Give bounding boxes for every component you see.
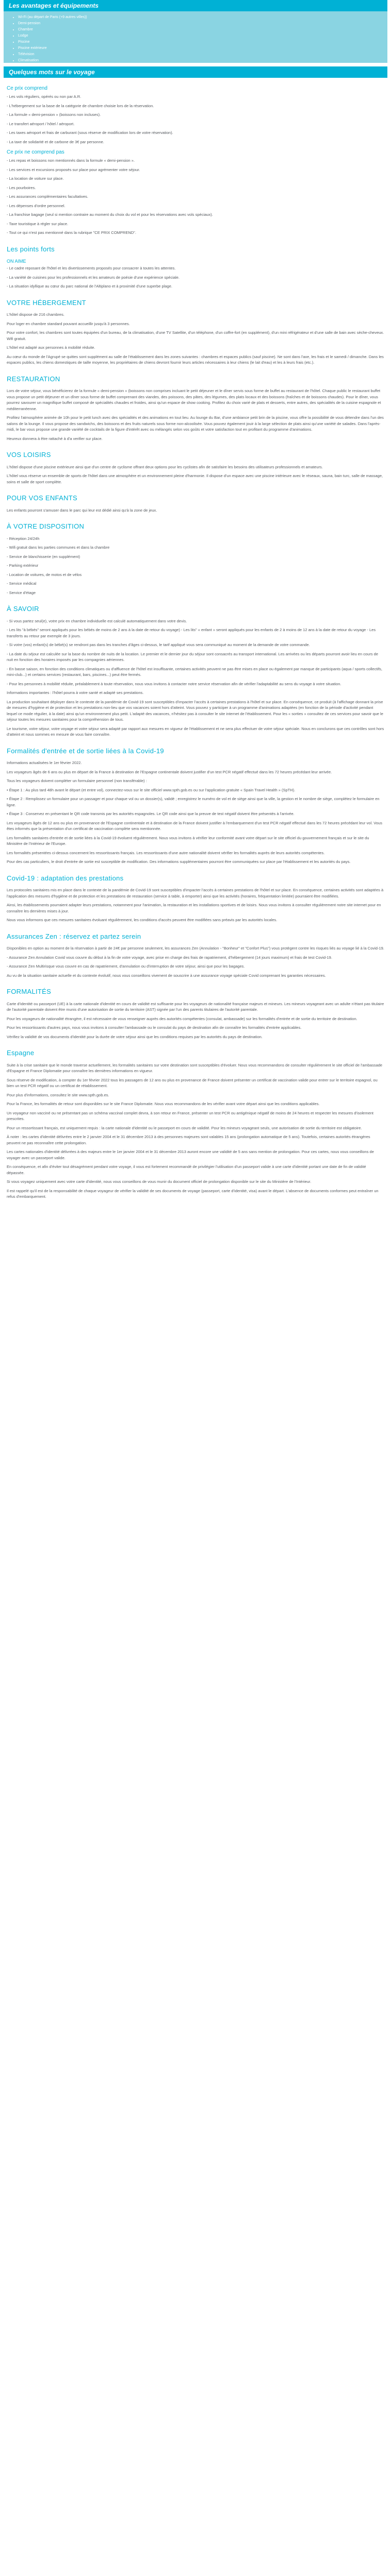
formalites-covid-paragraph: • Étape 1 : Au plus tard 48h avant le départ (et entre vol), connectez-vous sur le site officiel www.spth.gob.es ou sur l'application gratuite « Spain Travel Health » (SpTH). [7,787,296,792]
formalites-covid-title: Formalités d'entrée et de sortie liées à la Covid-19 [7,747,164,755]
prix-compris-item: - Les vols réguliers, opérés ou non par A.R. [7,94,82,99]
formalites-paragraph: Vérifiez la validité de vos documents d'identité pour la durée de votre séjour ainsi que les conditions requises par les autorités du pays de destination. [7,1034,263,1039]
disposition-item: - Location de voitures, de motos et de vélos [7,572,82,577]
espagne-paragraph: Il est rappelé qu'il est de la responsabilité de chaque voyageur de vérifier la validité de ses documents de voyage (passeport, carte d'identité, visa) avant le départ. L'absence de documents conformes peut entraîner un refus d'embarquement. [7,1188,379,1199]
prix-ne-item: - Tout ce qui n'est pas mentionné dans la rubrique "CE PRIX COMPREND". [7,230,136,235]
hotel-paragraph: Pour votre confort, les chambres sont toutes équipées d'un bureau, de la climatisation, d'une TV Satellite, d'un téléphone, d'un coffre-fort (en supplément), d'un mini réfrigérateur et d'une salle de bain avec sèche-cheveux. Wifi gratuit. [7,330,384,341]
formalites-covid-paragraph: Pour des cas particuliers, le droit d'entrée de sortie est susceptible de modification. Des informations supplémentaires pourront être communiquées sur place par l'établissement et les autorités du pays. [7,859,351,864]
advantage-item: • Climatisation [18,58,387,64]
advantages-header: Les avantages et équipements [4,0,387,11]
loisirs-paragraph: L'hôtel dispose d'une piscine extérieure ainsi que d'un centre de cyclisme offrant deux options pour les cyclistes afin de satisfaire les besoins des utilisateurs professionnels et amateurs. [7,464,323,469]
formalites-covid-paragraph: • Étape 3 : Conservez en présentant le QR code transmis par les autorités espagnoles. Le QR code ainsi que la preuve de test négatif doivent être présentés à l'arrivée. [7,811,295,816]
a-savoir-paragraph: Le tourisme, votre séjour, votre voyage et votre séjour sera adapté par rapport aux mesures en vigueur de l'établissement et ne sera plus effectuer de votre séjour spéciale. Nous en conclurons que ces contrôles sont hors d'atteint et nous sommes en mesure de vous faire connaître. [7,726,384,737]
enfants-paragraph: Les enfants pourront s'amuser dans le parc qui leur est dédié ainsi qu'à la zone de jeux. [7,507,157,513]
prix-ne-title: Ce prix ne comprend pas [7,149,64,155]
prix-compris-list [7,94,384,145]
on-aime-title: ON AIME [7,259,26,264]
restauration-paragraph: Heureux donnera à être rattaché à d'a verifier sur place. [7,436,103,441]
espagne-paragraph: Les cartes nationales d'identité délivrées à des majeurs entre le 1er janvier 2004 et le 31 décembre 2013 auront encore une validité de 5 ans sans mention de prolongation. Pour ces cartes, nous vous conseillons de voyager avec un passeport valide. [7,1149,374,1160]
hotel-paragraph: Au cœur du monde de l'Agrupé se quittes sont supplément au salle de l'établissement dans les zones suivantes : chambres et espaces publics (sauf piscine). Ne sont dans l'axe, les frais et le samedi / dimanche. Dans les espaces publics, les chiens domestiques de taille moyenne, les propriétaires de chiens devront fournir leurs articles nécessaires à leur chiens (le lait d'eau) et les à leurs frais (etc.). [7,354,384,365]
formalites-paragraph: Pour les ressortissants d'autres pays, nous vous invitons à consulter l'ambassade ou le consulat du pays de destination afin de connaître les formalités d'entrée applicables. [7,1025,302,1030]
covid-adaptation-paragraph: Les protocoles sanitaires mis en place dans le contexte de la pandémie de Covid-19 sont susceptibles d'impacter l'accès à certaines prestations de l'hôtel et sur place. En conséquence, certaines activités sont adaptées à l'application des mesures d'hygiène et de protection et les prestations de restauration (service à table, à emporter) ainsi que les activités (horaires, fréquentation limitée) pourraient être modifiées. [7,888,384,899]
page [0,0,391,1200]
disposition-item: - Réception 24/24h [7,536,40,541]
espagne-paragraph: Pour un ressortissant français, est uniquement requis : la carte nationale d'identité ou le passeport en cours de validité. Pour les mineurs voyageant seuls, une autorisation de sortie du territoire est obligatoire. [7,1125,362,1130]
prix-ne-item: - Taxe touristique à régler sur place. [7,221,69,226]
assurances-paragraph: - Assurance Zen Multirisque vous couvre en cas de rapatriement, d'annulation ou d'interruption de votre séjour, ainsi que pour les bagages. [7,964,245,969]
espagne-paragraph: Si vous voyagez uniquement avec votre carte d'identité, nous vous conseillons de vous munir du document officiel de prolongation disponible sur le site du Ministère de l'Intérieur. [7,1179,312,1184]
formalites-covid-date: Informations actualisées le 1er février 2022. [7,760,82,765]
prix-compris-item: - La formule « demi-pension » (boissons non incluses). [7,112,101,117]
prix-ne-item: - Les repas et boissons non mentionnés dans la formule « demi-pension ». [7,158,135,163]
formalites-description [7,1001,384,1040]
restauration-description [7,388,384,442]
prix-ne-list [7,158,384,236]
formalites-covid-description [7,769,384,865]
on-aime-item: - La situation idyllique au cœur du parc national de l'Altiplano et à proximité d'une superbe plage. [7,284,172,289]
advantage-item: • Télévision [18,52,387,58]
advantage-item: • Demi-pension [18,21,387,27]
formalites-covid-paragraph: Les voyageurs âgés de 6 ans ou plus en départ de la France à destination de l'Espagne continentale doivent justifier d'un test PCR négatif effectué dans les 72 heures précédant leur arrivée. [7,769,332,774]
disposition-item: - Parking extérieur [7,563,39,568]
hotel-title: VOTRE HÉBERGEMENT [7,298,86,307]
advantage-item: • Lodge [18,33,387,39]
assurances-paragraph: Au vu de la situation sanitaire actuelle et du contexte évolutif, nous vous conseillons vivement de souscrire à une assurance voyage spéciale Covid comprenant les garanties nécessaires. [7,973,326,978]
prix-ne-item: - La franchise bagage (seul si mention contraire au moment du choix du vol et pour les réservations avec vols spéciaux). [7,212,213,217]
espagne-paragraph: Pour plus d'informations, consultez le site www.spth.gob.es. [7,1092,109,1097]
formalites-covid-paragraph: Les formalités présentées ci-dessus concernent les ressortissants français. Les ressortissants d'une autre nationalité doivent vérifier les formalités auprès de leurs autorités compétentes. [7,850,325,855]
hotel-description [7,321,384,366]
on-aime-list [7,265,384,290]
espagne-paragraph: Un voyageur non vacciné ou ne présentant pas un schéma vaccinal complet devra, à son retour en France, présenter un test PCR ou antigénique négatif de moins de 24 heures et respecter les mesures d'isolement prescrites. [7,1110,374,1121]
restauration-title: RESTAURATION [7,375,60,383]
a-savoir-description [7,618,384,738]
loisirs-paragraph: L'hôtel vous réserve un ensemble de sports de l'hôtel dans une atmosphère et un environnement pleine d'harmonie. Il dispose d'un espace avec une piscine intérieure avec le réseaux, sauna, bain turc, salle de massage, soins et salle de sport complète. [7,473,383,484]
espagne-paragraph: À noter : les cartes d'identité délivrées entre le 2 janvier 2004 et le 31 décembre 2013 à des personnes majeures sont valables 15 ans (prolongation automatique de 5 ans). Toutefois, certaines autorités étrangères peuvent ne pas reconnaître cette prolongation. [7,1134,370,1145]
a-savoir-paragraph: - La date du séjour est calculée sur la base du nombre de nuits de la location. Le premier et le dernier jour du séjour sont consacrés au transport international. Les arrivées ou les départs pourront avoir lieu en cours de nuit en fonction des horaires imposés par les compagnies aériennes. [7,651,378,662]
formalites-covid-paragraph: Tous les voyageurs doivent compléter un formulaire personnel (non transférable) : [7,778,147,783]
a-savoir-title: À SAVOIR [7,605,39,613]
covid-adaptation-description [7,887,384,923]
advantage-item: • Wi-Fi (au départ de Paris (+9 autres villes)) [18,14,387,21]
trip-details [4,78,387,1200]
a-savoir-paragraph: - Si votre (vos) enfant(s) de bébé(s) se rendront pas dans les tranches d'âges ci-dessus, le tarif appliqué vous sera communiqué au moment de la demande de votre commande. [7,642,310,647]
restauration-paragraph: Lors de votre séjour, vous bénéficierez de la formule « demi-pension » (boissons non comprises incluant le petit déjeuner et le dîner servis sous forme de buffet au restaurant de l'hôtel. Chaque public le restaurant buffet vous propose un petit déjeuner et un dîner sous forme de buffet comprenant des viandes, des poissons, des pâtes, des légumes, des plats locaux et des boissons (fraîches et de boissons chaudes). Pour le dîner, vous pourrez savourer un magnifique buffet composé de spécialités chaudes et froides, ainsi qu'un espace de show cooking. Profitez du choix varié de plats et desserts, entre autres, des spécialités de la cuisine espagnole et méditerranéenne. [7,388,381,411]
assurances-paragraph: Disponibles en option au moment de la réservation à partir de 24€ par personne seulement, les assurances Zen (Annulation - "Bonheur" et "Confort Plus") vous protègent contre les risques liés au voyage lié à la Covid-19. [7,946,384,951]
enfants-title: POUR VOS ENFANTS [7,494,77,502]
covid-adaptation-paragraph: Ainsi, les établissements pourraient adapter leurs prestations, notamment pour l'animation, la restauration et les installations sportives et de loisirs. Nous vous invitons à consulter régulièrement notre site internet pour en connaître les dernières mises à jour. [7,903,381,913]
a-savoir-paragraph: - En basse saison, en fonction des conditions climatiques ou d'affluence de l'hôtel est insuffisante, certaines activités peuvent ne pas être mises en place ou également par manque de participants (aqua / sports collectifs, mini-club...) et certains services (restaurant, bars, piscines...) peut être fermés. [7,666,383,677]
advantage-item: • Piscine [18,39,387,45]
formalites-covid-paragraph: Les formalités sanitaires d'entrée et de sortie liées à la Covid-19 évoluent régulièrement. Nous vous invitons à vérifier leur conformité avant votre départ sur le site officiel du gouvernement français et sur le site du Ministère de l'Intérieur de l'Europe. [7,835,369,846]
disposition-item: - Service médical [7,581,37,586]
restauration-paragraph: Profitez l'atmosphère animée de 10h pour le petit lunch avec des spécialités et des animations en tout lieu. Au lounge du Bar, d'une ambiance petit brin de la piscine, vous offre la possibilité de vous détendre dans l'un des salons de la lounge. Il vous propose des sandwichs, des boissons et des fruits naturels sous forme non-alcoolisée. Vous pouvez également jouir à la large sélection de plats ainsi qu'une variété de salades. Dans l'après-midi, le bar vous propose une grande variété de cocktails de la figure d'intérêt avec ou mélangés selon vos goûts et votre satisfaction tout en profitant du programme d'animations. [7,415,384,432]
disposition-item: - Service d'étage [7,590,36,595]
prix-compris-title: Ce prix comprend [7,86,47,91]
formalites-paragraph: Pour les voyageurs de nationalité étrangère, il est nécessaire de vous renseigner auprès des autorités compétentes (consulat, ambassade) sur les formalités d'entrée et de sortie du territoire de destination. [7,1016,357,1021]
assurances-title: Assurances Zen : réservez et partez serein [7,932,141,940]
loisirs-description [7,464,384,485]
advantage-item: • Piscine extérieure [18,45,387,52]
points-forts-title: Les points forts [7,245,55,253]
prix-ne-item: - La location de voiture sur place. [7,176,64,181]
prix-compris-item: - Le transfert aéroport / hôtel / aéroport. [7,121,75,126]
loisirs-title: VOS LOISIRS [7,451,51,459]
enfants-description [7,507,384,514]
espagne-title: Espagne [7,1049,35,1057]
espagne-description [7,1062,384,1200]
a-savoir-paragraph: La production souhaitant déployer dans le contexte de la pandémie de Covid-19 sont susceptibles d'impacter l'accès à certaines prestations à l'hôtel et sur place. En conséquence, ce produit (à l'affichage donnant la prise de mesures d'hygiène et de protection et les prestations non-lieu que vos vacances soient hors d'atteint. Vous pouvez y participer à un programme d'animations adaptées (en fonction de la période d'activité pendant lequel ce mode régulier, à la date) ainsi qu'un environnement plus petit. L'adapté des vacances, n'hésitez pas à consulter le site internet de l'établissement. Pour les « sorties » consultez de ces services pour savoir que le séjour toutes les mesures sanitaires pour la compréhension de tous. [7,699,383,722]
disposition-list [7,536,384,596]
disposition-item: - Service de blanchisserie (en supplément) [7,554,80,559]
prix-ne-item: - Les assurances complémentaires facultatives. [7,194,88,199]
a-savoir-paragraph: - Si vous partez seul(e), votre prix en chambre individuelle est calculé automatiquement dans votre devis. [7,618,187,623]
formalites-title: FORMALITÉS [7,988,52,995]
espagne-paragraph: En conséquence, et afin d'éviter tout désagrément pendant votre voyage, il vous est fortement recommandé de privilégier l'utilisation d'un passeport valide à une carte d'identité portant une date de fin de validité dépassée. [7,1164,366,1175]
prix-compris-item: - La taxe de solidarité et de carbone de 3€ par personne. [7,139,104,144]
prix-ne-item: - Les pourboires. [7,185,36,190]
espagne-paragraph: Suite à la crise sanitaire que le monde traverse actuellement, les formalités sanitaires sur votre destination sont susceptibles d'évoluer. Nous vous recommandons de consulter régulièrement le site officiel de l'ambassade d'Espagne et France Diplomatie pour connaître les dernières informations en vigueur. [7,1062,383,1073]
assurances-description [7,945,384,978]
formalites-covid-paragraph: • Étape 2 : Remplissez un formulaire pour un passager et pour chaque vol ou un dossier(s), validé ; enregistrez le numéro de vol et de siège ainsi que la ville, la gestion et le nombre de siège, complétez le formulaire en ligne. [7,796,380,807]
prix-compris-item: - L'hébergement sur la base de la catégorie de chambre choisie lors de la réservation. [7,103,154,108]
on-aime-item: - La variété de cuisines pour les professionnels et les amateurs de poésie d'une expérience spéciale. [7,275,180,280]
espagne-paragraph: Sous réserve de modification, à compter du 1er février 2022 tous les passagers de 12 ans ou plus en provenance de France doivent présenter un certificat de vaccination valide pour entrer sur le territoire espagnol, ou bien un test PCR négatif ou un certificat de rétablissement. [7,1077,378,1088]
prix-compris-item: - Les taxes aéroport et frais de carburant (sous réserve de modification lors de votre réservation). [7,130,173,135]
disposition-title: À VOTRE DISPOSITION [7,522,85,530]
covid-adaptation-paragraph: Nous vous informons que ces mesures sanitaires évoluant régulièrement, les conditions d'accès peuvent être modifiées sans préavis par les autorités locales. [7,918,278,922]
a-savoir-paragraph: Informations importantes : l'hôtel pourra à votre santé et adapté ses prestations. [7,690,144,695]
formalites-covid-paragraph: Les voyageurs âgés de 12 ans ou plus en provenance de l'Espagne continentale et à destination de la France doivent justifier à l'embarquement d'un test PCR négatif effectué dans les 72 heures précédant leur vol. Vous êtes informés que la présentation d'un certificat de vaccination complète sera mentionnée. [7,820,382,831]
prix-ne-item: - Les dépenses d'ordre personnel. [7,203,66,208]
hotel-paragraph: Pour loger en chambre standard pouvant accueillir jusqu'à 3 personnes. [7,321,130,326]
hotel-paragraph: L'hôtel est adapté aux personnes à mobilité réduite. [7,345,95,350]
hotel-subtitle: L'hôtel dispose de 216 chambres. [7,312,64,317]
assurances-paragraph: - Assurance Zen Annulation Covid vous couvre du début à la fin de votre voyage, avec prise en charge des frais de rapatriement, d'hébergement (14 jours maximum) et frais de test Covid-19. [7,955,332,960]
trip-header: Quelques mots sur le voyage [4,66,387,78]
advantages-list [13,14,387,64]
covid-adaptation-title: Covid-19 : adaptation des prestations [7,874,124,882]
on-aime-item: - Le cadre reposant de l'hôtel et les divertissements proposés pour consacrer à toutes les attentes. [7,266,176,270]
formalites-paragraph: Carte d'identité ou passeport (UE) à la carte nationale d'identité en cours de validité est suffisante pour les voyageurs de nationalité française majeurs et mineurs. Les mineurs voyageant avec un adulte n'étant pas titulaire de l'autorité parentale doivent être munis d'une autorisation de sortie du territoire (AST) signée par l'un des parents titulaires de l'autorité parentale. [7,1001,384,1012]
advantage-item: • Chambre [18,27,387,33]
disposition-item: - Wifi gratuit dans les parties communes et dans la chambre [7,545,110,550]
advantages-panel [4,11,387,63]
a-savoir-paragraph: - Pour les personnes à mobilité réduite, préalablement à toute réservation, nous vous invitons à contacter notre service réservation afin de vérifier l'adaptabilité au sens du voyage à votre situation. [7,681,341,686]
espagne-paragraph: Pour la France, les formalités de retour sont disponibles sur le site France Diplomatie. Nous vous recommandons de les vérifier avant votre départ ainsi que les conditions applicables. [7,1101,320,1106]
a-savoir-paragraph: - Les lits "à bébés" seront appliqués pour les bébés de moins de 2 ans à la date de retour du voyage) - Les lits" « enfant » seront appliqués pour les enfants de 2 à moins de 12 ans à la date de retour du voyage - Les transferts au retour par exemple de 3 jours. [7,628,376,638]
prix-ne-item: - Les services et excursions proposés sur place pour agrémenter votre séjour. [7,167,140,172]
